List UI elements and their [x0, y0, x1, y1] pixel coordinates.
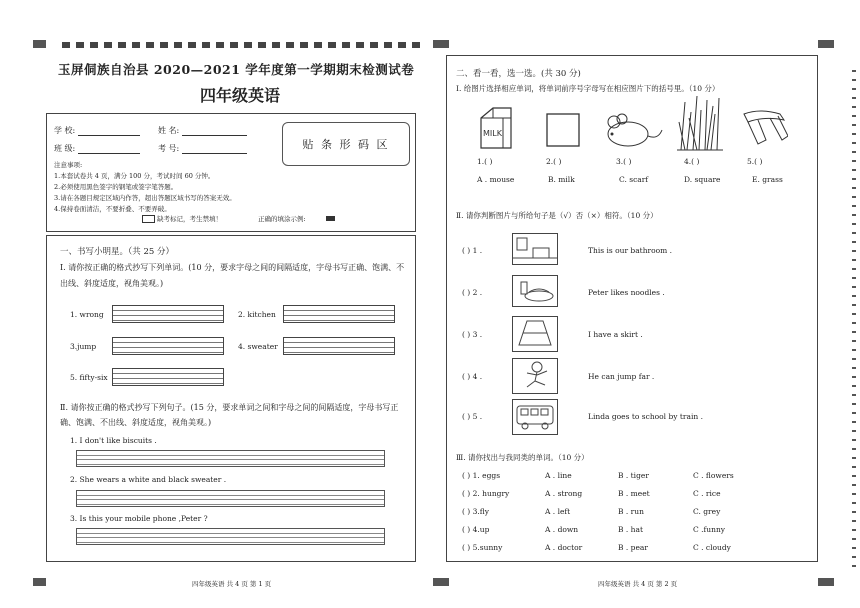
- side-timing-dash: [852, 196, 856, 198]
- square-picture: [545, 112, 581, 148]
- timing-dash: [370, 42, 378, 48]
- name-field[interactable]: [158, 125, 247, 136]
- grass-picture: [677, 92, 723, 152]
- odd-row-3-b: B . run: [618, 507, 644, 516]
- registration-mark-br: [818, 578, 834, 586]
- side-timing-dash: [852, 502, 856, 504]
- word-3: 3.jump: [70, 342, 97, 351]
- side-timing-dash: [852, 232, 856, 234]
- option-d: D. square: [684, 175, 721, 184]
- side-timing-dash: [852, 79, 856, 81]
- side-timing-dash: [852, 241, 856, 243]
- side-timing-dash: [852, 223, 856, 225]
- section2-heading: 二、看一看，选一选。(共 30 分): [456, 69, 581, 79]
- side-timing-dash: [852, 340, 856, 342]
- odd-row-1-a: A . line: [545, 471, 572, 480]
- timing-dash: [174, 42, 182, 48]
- side-timing-dash: [852, 133, 856, 135]
- side-timing-dash: [852, 178, 856, 180]
- odd-row-1-b: B . tiger: [618, 471, 649, 480]
- bracket-2[interactable]: 2.( ): [546, 157, 562, 166]
- side-timing-dash: [852, 214, 856, 216]
- school-field[interactable]: [54, 125, 140, 136]
- side-timing-dash: [852, 511, 856, 513]
- section1-part1-instruction: Ⅰ. 请你按正确的格式抄写下列单词。(10 分，要求字母之间的间隔适度，字母书写正确、饱满、不出线、斜度适度，视角美观。): [60, 263, 405, 288]
- side-timing-dash: [852, 430, 856, 432]
- registration-mark-tr: [433, 40, 449, 48]
- timing-dash: [216, 42, 224, 48]
- side-timing-dash: [852, 376, 856, 378]
- side-timing-dash: [852, 331, 856, 333]
- side-timing-dash: [852, 448, 856, 450]
- side-timing-dash: [852, 484, 856, 486]
- side-timing-dash: [852, 439, 856, 441]
- timing-dash: [286, 42, 294, 48]
- option-a: A . mouse: [477, 175, 515, 184]
- odd-row-5-b: B . pear: [618, 543, 648, 552]
- side-timing-dash: [852, 88, 856, 90]
- side-timing-dash: [852, 394, 856, 396]
- timing-dash: [300, 42, 308, 48]
- side-timing-dash: [852, 538, 856, 540]
- scarf-picture: [740, 106, 788, 148]
- odd-row-1-c: C . flowers: [693, 471, 734, 480]
- sentence-2: 2. She wears a white and black sweater .: [70, 475, 227, 484]
- note-4: 4.保持卷面清洁，不要折叠、不要弄破。: [54, 205, 171, 213]
- noodles-picture: [512, 275, 558, 307]
- side-timing-dash: [852, 529, 856, 531]
- registration-mark-bm: [433, 578, 449, 586]
- timing-dash: [356, 42, 364, 48]
- copy-lines-word-5[interactable]: [112, 368, 224, 386]
- odd-row-5-stem[interactable]: ( ) 5.sunny: [462, 543, 503, 552]
- sentence-1: 1. I don't like biscuits .: [70, 436, 157, 445]
- fill-example-label: 正确的填涂示例:: [258, 215, 306, 223]
- side-timing-dash: [852, 520, 856, 522]
- note-1: 1.本套试卷共 4 页，满分 100 分，考试时间 60 分钟。: [54, 172, 215, 180]
- footer-left: 四年级英语 共 4 页 第 1 页: [192, 580, 272, 588]
- registration-mark-tl: [33, 40, 46, 48]
- barcode-label: 贴 条 形 码 区: [302, 138, 390, 151]
- odd-row-5-c: C . cloudy: [693, 543, 731, 552]
- side-timing-dash: [852, 556, 856, 558]
- odd-row-4-b: B . hat: [618, 525, 643, 534]
- timing-dash: [118, 42, 126, 48]
- odd-row-4-stem[interactable]: ( ) 4.up: [462, 525, 490, 534]
- side-timing-dash: [852, 475, 856, 477]
- timing-dash: [384, 42, 392, 48]
- fill-example-mark: [326, 216, 335, 221]
- timing-dash: [328, 42, 336, 48]
- odd-row-4-c: C .funny: [693, 525, 726, 534]
- timing-dash: [202, 42, 210, 48]
- timing-dash: [258, 42, 266, 48]
- side-timing-dash: [852, 286, 856, 288]
- odd-row-3-c: C. grey: [693, 507, 721, 516]
- registration-mark-tr2: [818, 40, 834, 48]
- odd-row-2-c: C . rice: [693, 489, 721, 498]
- copy-lines-sentence-2[interactable]: [76, 490, 385, 507]
- name-label: 姓 名:: [158, 126, 180, 135]
- side-timing-dash: [852, 547, 856, 549]
- side-timing-dash: [852, 466, 856, 468]
- copy-lines-word-1[interactable]: [112, 305, 224, 323]
- timing-dash: [160, 42, 168, 48]
- timing-dash: [244, 42, 252, 48]
- bathroom-picture: [512, 233, 558, 265]
- timing-dash: [230, 42, 238, 48]
- side-timing-dash: [852, 565, 856, 567]
- section2-part3-instruction: Ⅲ. 请你找出与我同类的单词。（10 分）: [456, 453, 589, 462]
- word-2: 2. kitchen: [238, 310, 276, 319]
- side-timing-dash: [852, 457, 856, 459]
- odd-row-2-a: A . strong: [545, 489, 583, 498]
- timing-dash: [314, 42, 322, 48]
- copy-lines-sentence-1[interactable]: [76, 450, 385, 467]
- sentence-3: 3. Is this your mobile phone ,Peter ?: [70, 514, 208, 523]
- side-timing-dash: [852, 313, 856, 315]
- bus-picture: [512, 399, 558, 435]
- barcode-area: [282, 122, 410, 166]
- side-timing-dash: [852, 106, 856, 108]
- side-timing-dash: [852, 169, 856, 171]
- side-timing-dash: [852, 250, 856, 252]
- timing-dash: [104, 42, 112, 48]
- side-timing-dash: [852, 115, 856, 117]
- word-5: 5. fifty-six: [70, 373, 108, 382]
- note-2: 2.必须使用黑色签字的钢笔或签字笔答题。: [54, 183, 178, 191]
- school-label: 学 校:: [54, 126, 76, 135]
- timing-dash: [62, 42, 70, 48]
- timing-dash: [90, 42, 98, 48]
- judge-num-5[interactable]: ( ) 5 .: [462, 412, 483, 421]
- section2-part2-instruction: Ⅱ. 请你判断图片与所给句子是（√）否（×）相符。（10 分）: [456, 211, 658, 220]
- judge-sentence-4: He can jump far .: [588, 372, 655, 381]
- judge-num-2[interactable]: ( ) 2 .: [462, 288, 483, 297]
- option-c: C. scarf: [619, 175, 649, 184]
- jumping-boy-picture: [512, 358, 558, 394]
- notes-title: 注意事项:: [54, 161, 83, 169]
- judge-num-1[interactable]: ( ) 1 .: [462, 246, 483, 255]
- registration-mark-bl: [33, 578, 46, 586]
- exam-no-field[interactable]: [158, 143, 247, 154]
- odd-row-3-a: A . left: [545, 507, 571, 516]
- judge-sentence-5: Linda goes to school by train .: [588, 412, 703, 421]
- copy-lines-sentence-3[interactable]: [76, 528, 385, 545]
- word-4: 4. sweater: [238, 342, 278, 351]
- judge-num-4[interactable]: ( ) 4 .: [462, 372, 483, 381]
- judge-sentence-1: This is our bathroom .: [588, 246, 673, 255]
- side-timing-dash: [852, 259, 856, 261]
- milk-carton-picture: [475, 104, 517, 152]
- copy-lines-word-4[interactable]: [283, 337, 395, 355]
- absent-checkbox[interactable]: [142, 215, 155, 223]
- side-timing-dash: [852, 151, 856, 153]
- odd-row-5-a: A . doctor: [545, 543, 583, 552]
- absent-label: 缺考标记，考生禁填！: [157, 215, 222, 223]
- timing-dash: [132, 42, 140, 48]
- bracket-5[interactable]: 5.( ): [747, 157, 763, 166]
- mouse-picture: [602, 110, 664, 150]
- side-timing-dash: [852, 367, 856, 369]
- bracket-1[interactable]: 1.( ): [477, 157, 493, 166]
- side-timing-dash: [852, 124, 856, 126]
- skirt-picture: [512, 316, 558, 352]
- option-e: E. grass: [752, 175, 783, 184]
- side-timing-dash: [852, 349, 856, 351]
- exam-no-label: 考 号:: [158, 144, 180, 153]
- side-timing-dash: [852, 97, 856, 99]
- timing-dash: [342, 42, 350, 48]
- timing-dash: [76, 42, 84, 48]
- exam-title: 玉屏侗族自治县 2020—2021 学年度第一学期期末检测试卷: [58, 62, 415, 77]
- timing-dash: [272, 42, 280, 48]
- odd-row-1-stem[interactable]: ( ) 1. eggs: [462, 471, 501, 480]
- class-label: 班 级:: [54, 144, 76, 153]
- class-field[interactable]: [54, 143, 140, 154]
- side-timing-dash: [852, 70, 856, 72]
- side-timing-dash: [852, 385, 856, 387]
- side-timing-dash: [852, 322, 856, 324]
- odd-row-2-b: B . meet: [618, 489, 650, 498]
- section2-part1-instruction: Ⅰ. 给图片选择相应单词，将单词前序号字母写在相应图片下的括号里。（10 分）: [456, 84, 720, 93]
- side-timing-dash: [852, 493, 856, 495]
- side-timing-dash: [852, 403, 856, 405]
- side-timing-dash: [852, 160, 856, 162]
- timing-dash: [146, 42, 154, 48]
- odd-row-3-stem[interactable]: ( ) 3.fly: [462, 507, 490, 516]
- odd-row-2-stem[interactable]: ( ) 2. hungry: [462, 489, 510, 498]
- judge-num-3[interactable]: ( ) 3 .: [462, 330, 483, 339]
- section1-part2-instruction: Ⅱ. 请你按正确的格式抄写下列句子。(15 分，要求单词之间和字母之间的间隔适度，字母书写正确、饱满、不出线、斜度适度，视角美观。): [60, 403, 399, 427]
- note-3: 3.请在各题目规定区域内作答，超出答题区域书写的答案无效。: [54, 194, 236, 202]
- judge-sentence-3: I have a skirt .: [588, 330, 643, 339]
- section1-heading: 一、书写小明星。（共 25 分）: [60, 247, 174, 257]
- side-timing-dash: [852, 412, 856, 414]
- side-timing-dash: [852, 304, 856, 306]
- word-1: 1. wrong: [70, 310, 104, 319]
- judge-sentence-2: Peter likes noodles .: [588, 288, 665, 297]
- side-timing-dash: [852, 277, 856, 279]
- side-timing-dash: [852, 142, 856, 144]
- odd-row-4-a: A . down: [545, 525, 579, 534]
- exam-subtitle: 四年级英语: [200, 86, 281, 105]
- side-timing-dash: [852, 187, 856, 189]
- bracket-4[interactable]: 4.( ): [684, 157, 700, 166]
- milk-text: MILK: [483, 129, 502, 138]
- timing-dash: [188, 42, 196, 48]
- option-b: B. milk: [548, 175, 575, 184]
- side-timing-dash: [852, 205, 856, 207]
- side-timing-dash: [852, 421, 856, 423]
- timing-dash: [398, 42, 406, 48]
- side-timing-dash: [852, 358, 856, 360]
- timing-dash: [412, 42, 420, 48]
- bracket-3[interactable]: 3.( ): [616, 157, 632, 166]
- side-timing-dash: [852, 268, 856, 270]
- side-timing-dash: [852, 295, 856, 297]
- copy-lines-word-3[interactable]: [112, 337, 224, 355]
- copy-lines-word-2[interactable]: [283, 305, 395, 323]
- footer-right: 四年级英语 共 4 页 第 2 页: [598, 580, 678, 588]
